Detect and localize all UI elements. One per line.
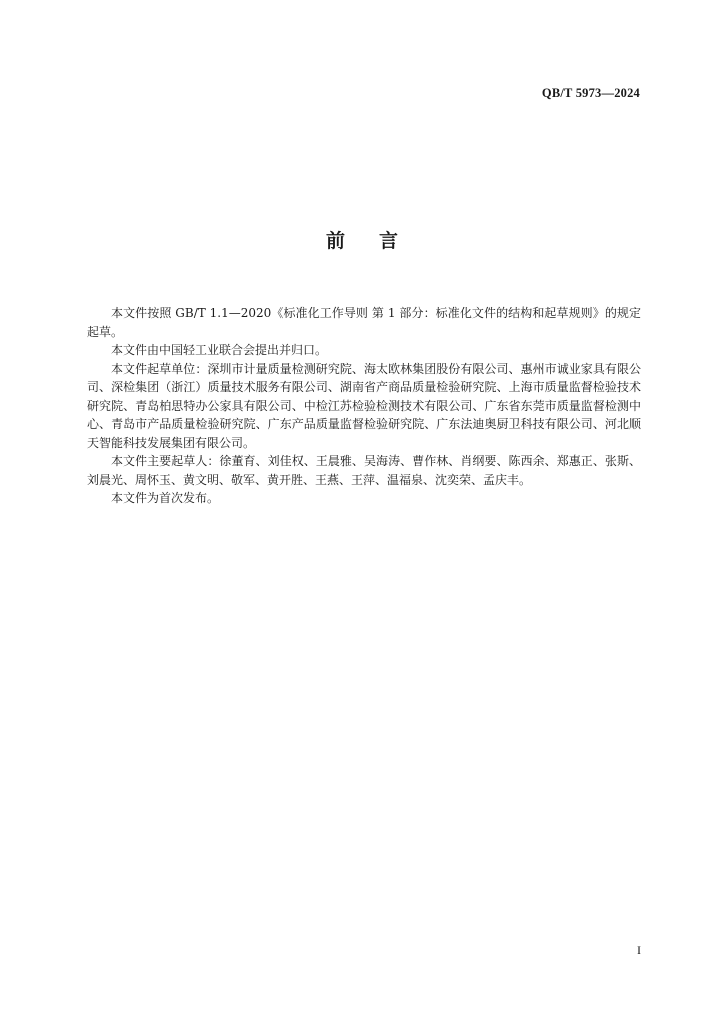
foreword-body — [87, 304, 641, 508]
paragraph-proposer: 本文件由中国轻工业联合会提出并归口。 — [111, 343, 328, 357]
paragraph-drafting-rules: 本文件按照 GB/T 1.1—2020《标准化工作导则 第 1 部分：标准化文件的结构和起草规则》的规定起草。 — [87, 306, 641, 339]
page-title — [0, 226, 724, 253]
standard-code: QB/T 5973—2024 — [541, 86, 640, 100]
title-char-2: 言 — [379, 230, 399, 252]
paragraph-first-release: 本文件为首次发布。 — [111, 491, 220, 505]
paragraph-drafters: 本文件主要起草人：徐董育、刘佳权、王晨雅、吴海涛、曹作林、肖纲要、陈西余、郑惠正、张斯、刘晨光、周怀玉、黄文明、敬军、黄开胜、王燕、王萍、温福泉、沈奕荣、孟庆丰。 — [87, 454, 641, 487]
page-number: I — [637, 943, 641, 957]
paragraph-drafting-units: 本文件起草单位：深圳市计量质量检测研究院、海太欧林集团股份有限公司、惠州市诚业家具有限公司、深检集团（浙江）质量技术服务有限公司、湖南省产商品质量检验研究院、上海市质量监督检验技术研究院、青岛柏思特办公家具有限公司、中检江苏检验检测技术有限公司、广东省东莞市质量监督检测中心、青岛市产品质量检验研究院、广东产品质量监督检验研究院、广东法迪奥厨卫科技有限公司、河北顺天智能科技发展集团有限公司。 — [87, 361, 641, 450]
title-char-1: 前 — [325, 230, 345, 252]
